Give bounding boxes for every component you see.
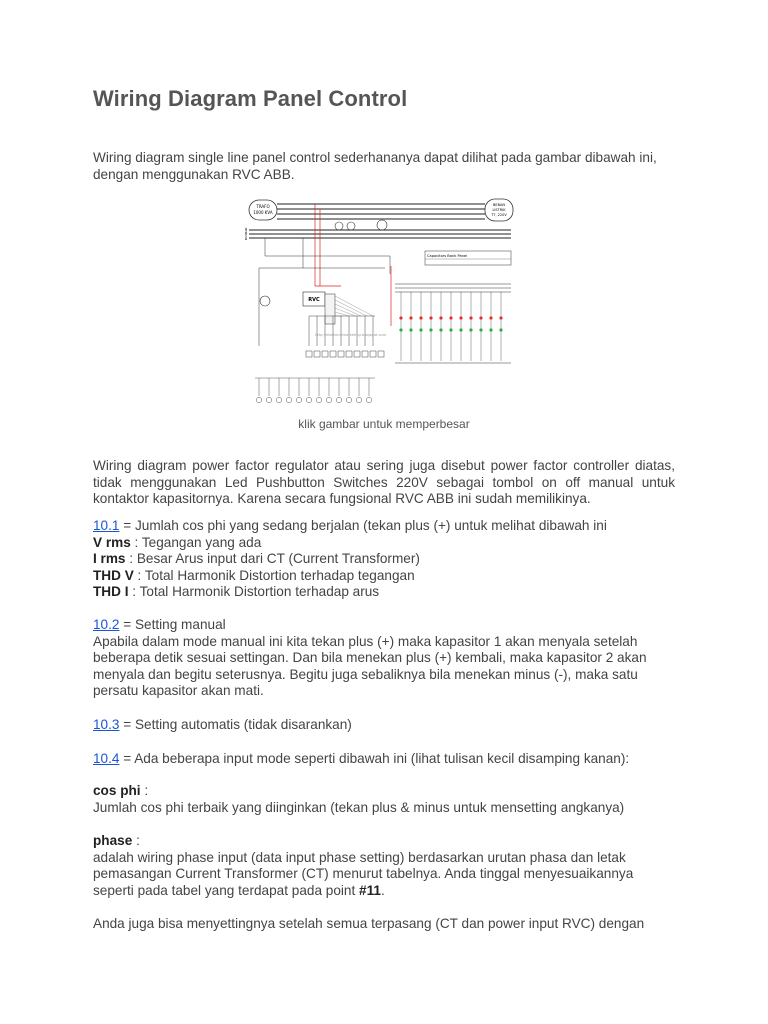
term-phase: phase	[93, 833, 133, 848]
section-10-3-text: = Setting automatis (tidak disarankan)	[119, 717, 352, 732]
right-box-line-3: TT, 220V	[491, 213, 507, 217]
link-10-4[interactable]: 10.4	[93, 751, 120, 766]
right-box-line-2: LISTRIK	[492, 208, 506, 212]
section-10-2	[93, 617, 675, 700]
desc-thd-i: : Total Harmonik Distortion terhadap arus	[128, 584, 380, 600]
figure-caption: klik gambar untuk memperbesar	[298, 417, 470, 431]
last-paragraph: Anda juga bisa menyettingnya setelah semua terpasang (CT dan power input RVC) dengan	[93, 916, 645, 931]
section-10-4-text: = Ada beberapa input mode seperti dibawah ini (lihat tulisan kecil disamping kanan):	[119, 751, 630, 766]
left-box-line-2: 1000 KVA	[253, 210, 273, 215]
section-10-1	[93, 518, 675, 601]
cos-phi-section	[93, 783, 675, 816]
left-box-line-1: TRAFO	[256, 204, 270, 209]
phase-desc: adalah wiring phase input (data input phase setting) berdasarkan urutan phasa dan letak pemasangan Current Transformer (CT) menurut tabelnya. Anda tinggal menyesuaikannya seperti pada tabel yang terdapat pada point	[93, 849, 634, 898]
intro-paragraph: Wiring diagram single line panel control sederhananya dapat dilihat pada gambar dibawah ini, dengan menggunakan RVC ABB.	[93, 150, 657, 182]
term-i-rms: I rms	[93, 551, 126, 567]
cos-phi-desc: Jumlah cos phi terbaik yang diinginkan (tekan plus & minus untuk mensetting angkanya)	[93, 799, 625, 815]
rvc-label: RVC	[308, 297, 320, 303]
paragraph-2: Wiring diagram power factor regulator atau sering juga disebut power factor controller diatas, tidak menggunakan Led Pushbutton Switches 220V sebagai tombol on off manual untuk kontaktor kapasitornya. Karena secara fungsional RVC ABB ini sudah memilikinya.	[93, 458, 675, 507]
desc-i-rms: : Besar Arus input dari CT (Current Transformer)	[125, 551, 420, 567]
section-10-2-body: Apabila dalam mode manual ini kita tekan plus (+) maka kapasitor 1 akan menyala setelah beberapa detik sesuai settingan. Dan bila menekan plus (+) kembali, maka kapasitor 2 akan menyala dan begitu seterusnya. Begitu juga sebaliknya bila menekan minus (-), maka satu persatu kapasitor akan mati.	[93, 633, 647, 699]
link-10-2[interactable]: 10.2	[93, 617, 120, 632]
desc-v-rms: : Tegangan yang ada	[130, 534, 262, 550]
section-10-4	[93, 751, 675, 768]
cos-phi-colon: :	[140, 783, 149, 798]
phase-colon: :	[132, 833, 140, 848]
wiring-diagram	[245, 196, 515, 412]
page-title: Wiring Diagram Panel Control	[93, 86, 408, 111]
link-10-1[interactable]: 10.1	[93, 518, 120, 533]
phase-section	[93, 833, 675, 899]
phase-ref: #11	[359, 882, 381, 898]
phase-end: .	[380, 882, 385, 898]
watermark: http://electricalmarketing.blogspot.com	[315, 333, 387, 337]
section-10-3	[93, 717, 675, 734]
term-cos-phi: cos phi	[93, 783, 141, 798]
section-10-2-text: = Setting manual	[119, 617, 226, 632]
section-10-1-text: = Jumlah cos phi yang sedang berjalan (tekan plus (+) untuk melihat dibawah ini	[119, 518, 607, 533]
term-thd-v: THD V	[93, 567, 134, 583]
term-v-rms: V rms	[93, 534, 131, 550]
right-box-line-1: BEBAN	[492, 203, 506, 207]
bank-title: Capacitors Bank Panel	[427, 254, 468, 258]
desc-thd-v: : Total Harmonik Distortion terhadap tegangan	[133, 567, 415, 583]
wiring-diagram-image[interactable]	[245, 196, 515, 412]
term-thd-i: THD I	[93, 584, 129, 600]
busbar-label: BUSBAR	[244, 227, 248, 240]
link-10-3[interactable]: 10.3	[93, 717, 120, 732]
